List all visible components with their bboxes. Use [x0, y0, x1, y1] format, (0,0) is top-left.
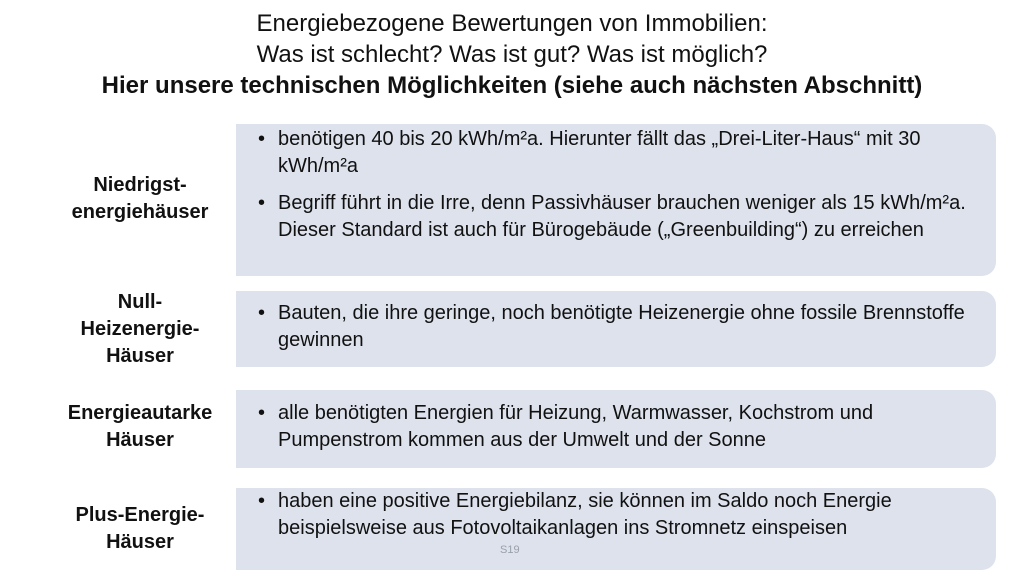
row-label-line: Niedrigst-: [93, 174, 187, 196]
row-label-line: Häuser: [106, 531, 174, 553]
row-label-line: Energieautarke: [67, 402, 213, 424]
row-box-plus-energie: [236, 488, 996, 570]
bullet-item: • Begriff führt in die Irre, denn Passivhäuser brauchen weniger als 15 kWh/m²a. Dieser Standard ist auch für Bürogebäude („Greenbuilding“) zu erreichen: [236, 190, 996, 244]
row-label-line: Häuser: [106, 345, 174, 367]
row-label-plus-energie: [40, 502, 240, 556]
bullet-item: • haben eine positive Energiebilanz, sie können im Saldo noch Energie beispielsweise aus Fotovoltaikanlagen ins Stromnetz einspeisen: [236, 488, 996, 542]
row-label-line: Plus-Energie-: [75, 504, 205, 526]
row-box-niedrigst: [236, 124, 996, 276]
row-label-line: Häuser: [106, 429, 174, 451]
row-box-null-heizenergie: [236, 291, 996, 367]
slide-footer: S19: [500, 544, 520, 556]
slide-title: [0, 8, 1024, 101]
bullet-item: • Bauten, die ihre geringe, noch benötigte Heizenergie ohne fossile Brennstoffe gewinnen: [236, 300, 996, 354]
bullet-item: • alle benötigten Energien für Heizung, Warmwasser, Kochstrom und Pumpenstrom kommen aus der Umwelt und der Sonne: [236, 400, 996, 454]
bullet-item: • benötigen 40 bis 20 kWh/m²a. Hierunter fällt das „Drei-Liter-Haus“ mit 30 kWh/m²a: [236, 126, 996, 180]
title-line-1: Energiebezogene Bewertungen von Immobilien:: [256, 10, 768, 37]
row-label-null-heizenergie: [40, 289, 240, 370]
title-line-3: Hier unsere technischen Möglichkeiten (siehe auch nächsten Abschnitt): [101, 72, 923, 99]
row-label-energieautark: [40, 400, 240, 454]
row-label-line: Heizenergie-: [80, 318, 200, 340]
row-box-energieautark: [236, 390, 996, 468]
row-label-line: energiehäuser: [71, 201, 209, 223]
row-label-niedrigst: [40, 172, 240, 226]
row-label-line: Null-: [117, 291, 163, 313]
title-line-2: Was ist schlecht? Was ist gut? Was ist möglich?: [256, 41, 768, 68]
